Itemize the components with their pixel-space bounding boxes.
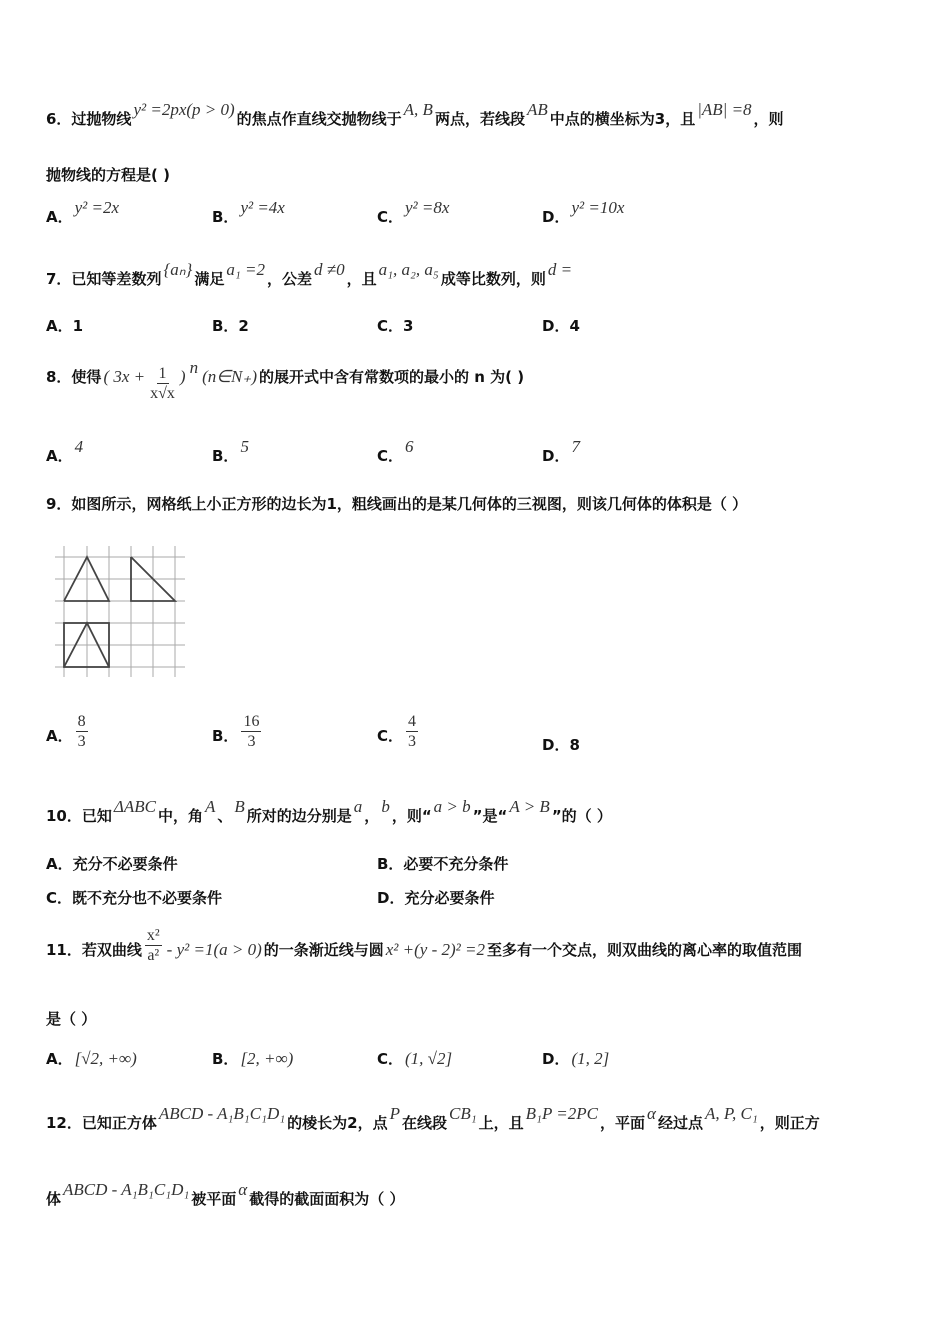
question-text: 6．过抛物线 — [46, 110, 132, 128]
question-text: 在线段 — [401, 1114, 447, 1132]
fraction-denominator: x√x — [150, 385, 175, 402]
question-text: 成等比数列，则 — [440, 270, 546, 288]
math-expression: α — [647, 1104, 656, 1123]
fraction-denominator: a² — [147, 947, 160, 964]
q9-option-b — [212, 713, 264, 755]
math-expression: a > b — [433, 797, 471, 816]
math-expression: ΔABC — [113, 797, 156, 816]
question-text: 的棱长为2，点 — [287, 1114, 388, 1132]
math-expression: A, B — [403, 100, 433, 119]
q8-option-c — [377, 437, 416, 466]
question-text: 被平面 — [191, 1190, 237, 1208]
question-text: C． — [377, 727, 404, 745]
math-expression: |AB| =8 — [697, 100, 752, 119]
question-text: ”是“ — [472, 807, 508, 825]
question-text: ，平面 — [599, 1114, 645, 1132]
math-expression: A, P, C₁ — [704, 1104, 758, 1123]
fraction-numerator: 4 — [408, 713, 417, 730]
q12-stem-line-2 — [46, 1180, 405, 1209]
q10-option-d — [377, 887, 494, 908]
question-text: 经过点 — [657, 1114, 703, 1132]
question-text: 10．已知 — [46, 807, 112, 825]
question-text: ”的（ ） — [551, 807, 612, 825]
question-text: C． — [377, 208, 404, 226]
q8-option-d — [542, 437, 582, 466]
question-text: D．充分必要条件 — [377, 889, 495, 907]
q6-option-a — [46, 198, 121, 227]
q7-option-c — [377, 315, 413, 336]
question-text: 是（ ） — [46, 1010, 97, 1028]
math-expression: ( 3x + — [103, 367, 146, 386]
question-text: A． — [46, 1050, 73, 1068]
question-text: 11．若双曲线 — [46, 941, 142, 959]
math-expression: d = — [547, 260, 573, 279]
question-text: 抛物线的方程是( ) — [46, 166, 170, 184]
question-text: 的一条渐近线与圆 — [263, 941, 384, 959]
math-expression: B₁P =2PC — [525, 1104, 598, 1123]
question-text: C．既不充分也不必要条件 — [46, 889, 223, 907]
fraction — [145, 926, 162, 965]
math-expression: d ≠0 — [314, 260, 345, 279]
math-expression: x² +(y - 2)² =2 — [385, 939, 485, 959]
q6-stem-line-1 — [46, 100, 784, 129]
question-text: B． — [212, 727, 239, 745]
q11-stem-line-2 — [46, 1008, 96, 1029]
math-expression: [√2, +∞) — [74, 1049, 137, 1068]
q8-stem — [46, 358, 525, 407]
question-text: C． — [377, 447, 404, 465]
math-expression: B — [234, 797, 245, 816]
question-text: C． — [377, 1050, 404, 1068]
math-expression: y² =8x — [405, 198, 450, 217]
question-text: A．1 — [46, 317, 84, 335]
q11-option-b — [212, 1048, 295, 1069]
fraction-numerator: 16 — [243, 713, 260, 730]
math-expression: b — [381, 797, 390, 816]
question-text: 满足 — [194, 270, 225, 288]
q12-stem-line-1 — [46, 1104, 820, 1133]
math-expression: [2, +∞) — [240, 1049, 294, 1068]
fraction-denominator: 3 — [408, 733, 417, 750]
question-text: 两点，若线段 — [434, 110, 525, 128]
q7-option-b — [212, 315, 249, 336]
math-expression: 6 — [405, 437, 414, 456]
math-expression: ABCD - A₁B₁C₁D₁ — [158, 1104, 286, 1123]
math-expression: 5 — [240, 437, 249, 456]
three-view-grid-figure — [50, 540, 190, 680]
question-text: ，则正方 — [759, 1114, 820, 1132]
question-text: B． — [212, 1050, 239, 1068]
q9-option-a — [46, 713, 91, 755]
question-text: D． — [542, 1050, 570, 1068]
math-expression: AB — [526, 100, 548, 119]
math-expression: 7 — [571, 437, 580, 456]
q10-option-b — [377, 853, 508, 874]
question-text: 9．如图所示，网格纸上小正方形的边长为1，粗线画出的是某几何体的三视图，则该几何体的体积是（ ） — [46, 495, 748, 513]
fraction-numerator: 1 — [158, 365, 167, 382]
math-expression: - y² =1(a > 0) — [166, 939, 262, 959]
fraction-denominator: 3 — [77, 733, 86, 750]
question-text: B． — [212, 208, 239, 226]
question-text: 体 — [46, 1190, 62, 1208]
q11-option-d — [542, 1048, 611, 1069]
q11-option-a — [46, 1048, 139, 1069]
math-expression: y² =4x — [240, 198, 285, 217]
q10-stem — [46, 797, 612, 826]
question-text: 的展开式中含有常数项的最小的 n 为( ) — [259, 368, 525, 386]
math-expression: CB₁ — [449, 1104, 477, 1123]
q7-option-a — [46, 315, 83, 336]
q6-option-c — [377, 198, 451, 227]
math-expression: (1, 2] — [571, 1049, 610, 1068]
math-expression: (n∈N₊) — [202, 367, 258, 386]
question-text: ，则“ — [391, 807, 432, 825]
math-expression: a₁, a₂, a₅ — [378, 260, 439, 279]
q9-option-d — [542, 734, 580, 755]
math-expression: A > B — [509, 797, 550, 816]
question-text: A． — [46, 447, 73, 465]
math-expression: a₁ =2 — [226, 260, 265, 279]
math-expression: (1, √2] — [405, 1049, 453, 1068]
q11-stem-line-1 — [46, 927, 802, 969]
question-text: 中点的横坐标为3，且 — [549, 110, 696, 128]
question-text: B． — [212, 447, 239, 465]
fraction — [150, 364, 175, 403]
math-expression: y² =2x — [74, 198, 120, 217]
question-text: 7．已知等差数列 — [46, 270, 162, 288]
math-expression: ) — [179, 367, 186, 386]
math-expression: ABCD - A₁B₁C₁D₁ — [63, 1180, 190, 1199]
question-text: 的焦点作直线交抛物线于 — [236, 110, 402, 128]
question-text: ， — [364, 807, 380, 825]
question-text: 8．使得 — [46, 368, 102, 386]
question-text: A． — [46, 208, 73, 226]
question-text: ，公差 — [266, 270, 312, 288]
question-text: B．必要不充分条件 — [377, 855, 509, 873]
fraction — [241, 712, 261, 751]
question-text: A． — [46, 727, 73, 745]
question-text: A．充分不必要条件 — [46, 855, 178, 873]
q9-stem — [46, 493, 747, 514]
math-expression: y² =10x — [571, 198, 625, 217]
question-text: D． — [542, 447, 570, 465]
math-expression: a — [353, 797, 363, 816]
math-expression: α — [238, 1180, 248, 1199]
fraction — [406, 712, 418, 751]
math-expression: P — [389, 1104, 400, 1123]
q10-option-a — [46, 853, 178, 874]
fraction — [76, 712, 88, 751]
question-text: B．2 — [212, 317, 249, 335]
q7-stem — [46, 260, 574, 289]
question-text: D． — [542, 208, 570, 226]
question-text: 截得的截面面积为（ ） — [249, 1190, 405, 1208]
q8-option-b — [212, 437, 251, 466]
question-text: 上，且 — [478, 1114, 524, 1132]
question-text: D．8 — [542, 736, 580, 754]
question-text: 、 — [217, 807, 233, 825]
q8-option-a — [46, 437, 85, 466]
question-text: ，且 — [346, 270, 377, 288]
q6-option-d — [542, 198, 626, 227]
fraction-numerator: 8 — [77, 713, 86, 730]
math-expression: A — [204, 797, 216, 816]
math-expression: n — [189, 358, 199, 377]
q10-option-c — [46, 887, 222, 908]
q7-option-d — [542, 315, 580, 336]
question-text: 至多有一个交点，则双曲线的离心率的取值范围 — [486, 941, 802, 959]
q6-stem-line-2 — [46, 164, 170, 185]
question-text: 中，角 — [157, 807, 203, 825]
question-text: D．4 — [542, 317, 580, 335]
q11-option-c — [377, 1048, 454, 1069]
fraction-numerator: x² — [146, 927, 160, 944]
fraction-denominator: 3 — [247, 733, 256, 750]
question-text: C．3 — [377, 317, 414, 335]
q9-option-c — [377, 713, 421, 755]
math-expression: 4 — [74, 437, 84, 456]
question-text: ，则 — [753, 110, 784, 128]
question-text: 所对的边分别是 — [246, 807, 352, 825]
question-text: 12．已知正方体 — [46, 1114, 157, 1132]
math-expression: y² =2px(p > 0) — [133, 100, 235, 119]
grid-lines — [55, 546, 185, 677]
math-expression: {aₙ} — [163, 260, 193, 279]
q6-option-b — [212, 198, 287, 227]
